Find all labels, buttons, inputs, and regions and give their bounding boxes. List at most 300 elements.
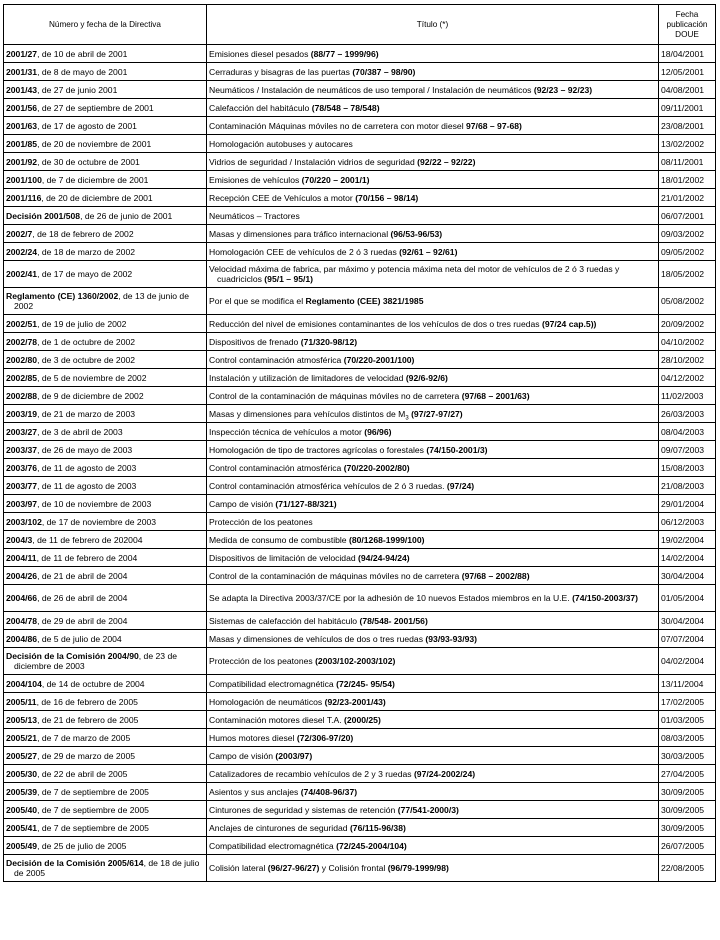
title-text: Velocidad máxima de fabrica, par máximo y potencia máxima neta del motor de vehículos de 2 ó 3 ruedas y cuadriciclos	[209, 264, 620, 284]
title-text: Masas y dimensiones para vehículos distintos de M	[209, 408, 406, 419]
table-row	[4, 765, 716, 783]
title-text: Humos motores diesel	[209, 732, 297, 743]
title-reference: (2003/102-2003/102)	[315, 656, 396, 666]
directive-cell	[4, 855, 207, 882]
table-row	[4, 648, 716, 675]
publication-date-cell: 18/05/2002	[659, 261, 716, 288]
title-cell	[207, 855, 659, 882]
directive-number: 2001/85	[6, 138, 38, 149]
publication-date-cell: 14/02/2004	[659, 549, 716, 567]
table-row	[4, 99, 716, 117]
directive-number: 2005/21	[6, 732, 38, 743]
title-reference: (97/24-2002/24)	[413, 768, 476, 779]
title-text: Homologación CEE de vehículos de 2 ó 3 ruedas	[209, 246, 400, 257]
directive-cell	[4, 423, 207, 441]
table-row	[4, 513, 716, 531]
publication-date-cell: 21/01/2002	[659, 189, 716, 207]
directive-date: , de 26 de junio de 2001	[80, 210, 173, 221]
title-text: Recepción CEE de Vehículos a motor	[209, 192, 356, 203]
title-reference: 97/68 – 97-68)	[466, 120, 522, 131]
title-reference: (70/387 – 98/90)	[352, 66, 416, 77]
directive-date: , de 23 de diciembre de 2003	[14, 651, 178, 671]
directive-date: , de 7 de septiembre de 2005	[37, 786, 149, 797]
directive-cell	[4, 837, 207, 855]
title-text: Colisión lateral	[209, 863, 268, 873]
table-row	[4, 441, 716, 459]
title-reference: (96/53-96/53)	[390, 228, 443, 239]
table-row	[4, 783, 716, 801]
title-reference: (97/24 cap.5))	[541, 318, 597, 329]
publication-date-cell: 11/02/2003	[659, 387, 716, 405]
directive-date: , de 5 de julio de 2004	[37, 633, 122, 644]
directive-date: , de 9 de diciembre de 2002	[37, 390, 144, 401]
publication-date-cell: 06/12/2003	[659, 513, 716, 531]
directive-date: , de 7 de diciembre de 2001	[41, 174, 149, 185]
table-row	[4, 117, 716, 135]
title-reference: (88/77 – 1999/96)	[310, 48, 379, 59]
table-row	[4, 531, 716, 549]
directive-number: 2005/13	[6, 714, 38, 725]
publication-date-cell: 30/09/2005	[659, 819, 716, 837]
title-cell	[207, 747, 659, 765]
title-cell	[207, 63, 659, 81]
directive-cell	[4, 81, 207, 99]
publication-date-cell: 30/03/2005	[659, 747, 716, 765]
directive-cell	[4, 45, 207, 63]
table-row	[4, 333, 716, 351]
title-cell	[207, 45, 659, 63]
title-text: Dispositivos de frenado	[209, 336, 301, 347]
title-reference: (70/156 – 98/14)	[355, 192, 419, 203]
publication-date-cell: 12/05/2001	[659, 63, 716, 81]
publication-date-cell: 01/05/2004	[659, 585, 716, 612]
title-cell	[207, 783, 659, 801]
directive-number: 2002/80	[6, 354, 38, 365]
title-reference: (72/245-2004/104)	[336, 840, 407, 851]
title-reference: (92/61 – 92/61)	[399, 246, 458, 257]
table-row	[4, 477, 716, 495]
directive-date: , de 17 de noviembre de 2003	[41, 516, 157, 527]
directive-number: 2003/27	[6, 426, 38, 437]
publication-date-cell: 01/03/2005	[659, 711, 716, 729]
title-text: Emisiones de vehículos	[209, 174, 302, 185]
table-row	[4, 675, 716, 693]
directive-cell	[4, 531, 207, 549]
publication-date-cell: 30/04/2004	[659, 567, 716, 585]
title-reference: (97/68 – 2001/63)	[461, 390, 530, 401]
table-row	[4, 855, 716, 882]
title-reference: (92/23-2001/43)	[324, 696, 386, 707]
directive-number: 2005/49	[6, 840, 38, 851]
table-row	[4, 423, 716, 441]
title-cell	[207, 261, 659, 288]
title-text: Por el que se modifica el	[209, 296, 306, 306]
title-cell	[207, 441, 659, 459]
title-cell	[207, 387, 659, 405]
directive-number: 2004/11	[6, 552, 37, 563]
publication-date-cell: 04/08/2001	[659, 81, 716, 99]
directive-cell	[4, 225, 207, 243]
directive-number: 2002/7	[6, 228, 33, 239]
directive-number: 2002/24	[6, 246, 38, 257]
directive-cell	[4, 171, 207, 189]
directive-cell	[4, 369, 207, 387]
publication-date-cell: 09/11/2001	[659, 99, 716, 117]
title-text: Control de la contaminación de máquinas móviles no de carretera	[209, 390, 462, 401]
title-reference: (78/548- 2001/56)	[359, 615, 428, 626]
directive-number: 2001/100	[6, 174, 42, 185]
directive-date: , de 3 de octubre de 2002	[37, 354, 136, 365]
directive-date: , de 21 de abril de 2004	[37, 570, 128, 581]
table-row	[4, 801, 716, 819]
table-row	[4, 459, 716, 477]
directive-cell	[4, 513, 207, 531]
directives-table	[3, 4, 716, 882]
directive-cell	[4, 153, 207, 171]
title-text: Campo de visión	[209, 498, 276, 509]
directive-date: , de 17 de mayo de 2002	[37, 269, 133, 279]
title-cell	[207, 477, 659, 495]
table-row	[4, 405, 716, 423]
directive-cell	[4, 207, 207, 225]
table-row	[4, 189, 716, 207]
directive-cell	[4, 117, 207, 135]
title-cell	[207, 585, 659, 612]
directive-cell	[4, 648, 207, 675]
directive-date: , de 8 de mayo de 2001	[37, 66, 128, 77]
directive-date: , de 29 de abril de 2004	[37, 615, 128, 626]
title-cell	[207, 630, 659, 648]
table-row	[4, 243, 716, 261]
title-reference: (72/306-97/20)	[296, 732, 354, 743]
table-row	[4, 225, 716, 243]
title-cell	[207, 369, 659, 387]
directive-cell	[4, 549, 207, 567]
directive-date: , de 14 de octubre de 2004	[41, 678, 145, 689]
table-row	[4, 747, 716, 765]
title-cell	[207, 153, 659, 171]
directive-cell	[4, 351, 207, 369]
title-text: Inspección técnica de vehículos a motor	[209, 426, 365, 437]
directive-number: 2005/27	[6, 750, 38, 761]
publication-date-cell: 08/03/2005	[659, 729, 716, 747]
directive-date: , de 21 de marzo de 2003	[37, 408, 136, 419]
title-reference: (93/93-93/93)	[425, 633, 478, 644]
directive-cell	[4, 819, 207, 837]
title-reference: Reglamento (CEE) 3821/1985	[305, 296, 424, 306]
title-cell	[207, 513, 659, 531]
title-reference: (97/68 – 2002/88)	[461, 570, 530, 581]
title-text: Protección de los peatones	[209, 656, 316, 666]
directive-date: , de 19 de julio de 2002	[37, 318, 127, 329]
publication-date-cell: 09/05/2002	[659, 243, 716, 261]
table-body	[4, 45, 716, 882]
publication-date-cell: 18/01/2002	[659, 171, 716, 189]
title-cell	[207, 801, 659, 819]
title-reference: (74/150-2003/37)	[572, 593, 638, 603]
title-text: Vidrios de seguridad / Instalación vidrios de seguridad	[209, 156, 418, 167]
directive-number: Decisión 2001/508	[6, 210, 81, 221]
title-reference: (92/6-92/6)	[405, 372, 448, 383]
directive-cell	[4, 135, 207, 153]
title-cell	[207, 567, 659, 585]
header-publication-date: Fecha publicación DOUE	[659, 5, 716, 45]
publication-date-cell: 04/02/2004	[659, 648, 716, 675]
directive-date: , de 29 de marzo de 2005	[37, 750, 136, 761]
title-reference: (70/220 – 2001/1)	[301, 174, 370, 185]
directive-cell	[4, 495, 207, 513]
title-cell	[207, 549, 659, 567]
directive-cell	[4, 441, 207, 459]
table-header-row	[4, 5, 716, 45]
title-cell	[207, 693, 659, 711]
title-cell	[207, 765, 659, 783]
table-row	[4, 729, 716, 747]
publication-date-cell: 09/03/2002	[659, 225, 716, 243]
directive-number: 2002/41	[6, 269, 38, 279]
title-text: Control contaminación atmosférica	[209, 354, 344, 365]
directive-number: 2001/27	[6, 48, 38, 59]
directive-number: 2001/56	[6, 102, 38, 113]
title-reference: (71/320-98/12)	[300, 336, 358, 347]
directive-date: , de 18 de julio de 2005	[14, 858, 200, 878]
title-cell	[207, 837, 659, 855]
title-text: Contaminación Máquinas móviles no de carretera con motor diesel	[209, 120, 466, 131]
publication-date-cell: 28/10/2002	[659, 351, 716, 369]
directive-cell	[4, 747, 207, 765]
title-reference: (70/220-2002/80)	[343, 462, 410, 473]
publication-date-cell: 04/12/2002	[659, 369, 716, 387]
table-row	[4, 81, 716, 99]
table-row	[4, 207, 716, 225]
directive-number: Reglamento (CE) 1360/2002	[6, 291, 119, 301]
directive-cell	[4, 765, 207, 783]
directive-date: , de 18 de marzo de 2002	[37, 246, 136, 257]
directive-date: , de 18 de febrero de 2002	[32, 228, 134, 239]
directive-cell	[4, 243, 207, 261]
directive-date: , de 26 de mayo de 2003	[37, 444, 133, 455]
title-text: Dispositivos de limitación de velocidad	[209, 552, 359, 563]
directive-number: 2004/66	[6, 593, 38, 603]
title-text-2: y Colisión frontal	[319, 863, 388, 873]
table-row	[4, 387, 716, 405]
directive-number: 2001/43	[6, 84, 38, 95]
title-cell	[207, 243, 659, 261]
title-text: Cinturones de seguridad y sistemas de retención	[209, 804, 398, 815]
title-reference: (70/220-2001/100)	[343, 354, 415, 365]
title-text: Neumáticos / Instalación de neumáticos de uso temporal / Instalación de neumáticos	[209, 84, 534, 95]
table-row	[4, 585, 716, 612]
directive-date: , de 27 de junio 2001	[37, 84, 118, 95]
table-row	[4, 495, 716, 513]
title-text: Cerraduras y bisagras de las puertas	[209, 66, 353, 77]
table-row	[4, 63, 716, 81]
title-text: Compatibilidad electromagnética	[209, 678, 337, 689]
directive-date: , de 7 de marzo de 2005	[37, 732, 131, 743]
table-row	[4, 153, 716, 171]
title-reference: (74/408-96/37)	[300, 786, 358, 797]
publication-date-cell: 23/08/2001	[659, 117, 716, 135]
publication-date-cell: 17/02/2005	[659, 693, 716, 711]
directive-cell	[4, 459, 207, 477]
title-text: Se adapta la Directiva 2003/37/CE por la adhesión de 10 nuevos Estados miembros en la U.E.	[209, 593, 573, 603]
title-text: Control contaminación atmosférica vehículos de 2 ó 3 ruedas.	[209, 480, 447, 491]
title-reference-2: (96/79-1999/98)	[387, 863, 449, 873]
title-reference: (94/24-94/24)	[358, 552, 410, 563]
title-cell	[207, 117, 659, 135]
directive-number: 2003/102	[6, 516, 42, 527]
title-reference: (97/24)	[446, 480, 475, 491]
directive-number: 2001/116	[6, 192, 42, 203]
title-cell	[207, 135, 659, 153]
publication-date-cell: 13/11/2004	[659, 675, 716, 693]
directive-date: , de 11 de febrero de 202004	[32, 534, 143, 545]
title-text: Neumáticos – Tractores	[209, 210, 300, 221]
title-cell	[207, 315, 659, 333]
title-text: Catalizadores de recambio vehículos de 2 y 3 ruedas	[209, 768, 414, 779]
title-cell	[207, 531, 659, 549]
directive-date: , de 17 de agosto de 2001	[37, 120, 137, 131]
title-text: Masas y dimensiones de vehículos de dos o tres ruedas	[209, 633, 426, 644]
header-title: Título (*)	[207, 5, 659, 45]
title-reference: (96/27-96/27)	[267, 863, 320, 873]
title-cell	[207, 207, 659, 225]
title-cell	[207, 459, 659, 477]
title-cell	[207, 405, 659, 423]
directive-number: 2005/11	[6, 696, 37, 707]
directive-number: 2005/40	[6, 804, 38, 815]
title-cell	[207, 288, 659, 315]
publication-date-cell: 29/01/2004	[659, 495, 716, 513]
title-reference: (71/127-88/321)	[275, 498, 337, 509]
directive-date: , de 30 de octubre de 2001	[37, 156, 140, 167]
directive-date: , de 26 de abril de 2004	[37, 593, 128, 603]
directive-number: 2002/78	[6, 336, 38, 347]
directive-number: 2002/88	[6, 390, 38, 401]
title-cell	[207, 612, 659, 630]
directive-cell	[4, 675, 207, 693]
table-row	[4, 45, 716, 63]
title-text: Control de la contaminación de máquinas móviles no de carretera	[209, 570, 462, 581]
directive-date: , de 10 de abril de 2001	[37, 48, 128, 59]
title-reference: (92/23 – 92/23)	[533, 84, 593, 95]
publication-date-cell: 30/04/2004	[659, 612, 716, 630]
directive-date: , de 27 de septiembre de 2001	[37, 102, 154, 113]
header-directive: Número y fecha de la Directiva	[4, 5, 207, 45]
table-row	[4, 261, 716, 288]
table-row	[4, 135, 716, 153]
table-row	[4, 711, 716, 729]
table-row	[4, 837, 716, 855]
publication-date-cell: 27/04/2005	[659, 765, 716, 783]
publication-date-cell: 05/08/2002	[659, 288, 716, 315]
title-reference: (96/96)	[364, 426, 392, 437]
title-reference: (92/22 – 92/22)	[417, 156, 476, 167]
title-text: Masas y dimensiones para tráfico internacional	[209, 228, 391, 239]
title-text: Homologación de neumáticos	[209, 696, 325, 707]
title-cell	[207, 675, 659, 693]
directive-cell	[4, 612, 207, 630]
title-text: Instalación y utilización de limitadores de velocidad	[209, 372, 406, 383]
directive-cell	[4, 585, 207, 612]
title-text: Anclajes de cinturones de seguridad	[209, 822, 350, 833]
title-text: Reducción del nivel de emisiones contaminantes de los vehículos de dos o tres ruedas	[209, 318, 542, 329]
directive-cell	[4, 801, 207, 819]
directive-number: 2003/97	[6, 498, 38, 509]
table-row	[4, 612, 716, 630]
publication-date-cell: 09/07/2003	[659, 441, 716, 459]
directive-cell	[4, 63, 207, 81]
directive-cell	[4, 288, 207, 315]
directive-date: , de 7 de septiembre de 2005	[37, 822, 149, 833]
title-cell	[207, 729, 659, 747]
directive-date: , de 20 de noviembre de 2001	[37, 138, 152, 149]
publication-date-cell: 18/04/2001	[659, 45, 716, 63]
directive-date: , de 13 de junio de 2002	[14, 291, 189, 311]
table-row	[4, 630, 716, 648]
title-cell	[207, 819, 659, 837]
title-cell	[207, 351, 659, 369]
title-cell	[207, 423, 659, 441]
directive-date: , de 16 de febrero de 2005	[36, 696, 138, 707]
publication-date-cell: 30/09/2005	[659, 801, 716, 819]
publication-date-cell: 22/08/2005	[659, 855, 716, 882]
directive-number: 2003/37	[6, 444, 38, 455]
directive-number: 2005/30	[6, 768, 38, 779]
title-cell	[207, 333, 659, 351]
directive-date: , de 21 de febrero de 2005	[37, 714, 139, 725]
title-reference: (2003/97)	[275, 750, 313, 761]
table-row	[4, 288, 716, 315]
title-cell	[207, 99, 659, 117]
title-cell	[207, 648, 659, 675]
directive-number: 2004/26	[6, 570, 38, 581]
title-reference: (78/548 – 78/548)	[311, 102, 380, 113]
publication-date-cell: 08/11/2001	[659, 153, 716, 171]
title-reference: (76/115-96/38)	[349, 822, 406, 833]
title-cell	[207, 711, 659, 729]
directive-number: 2004/104	[6, 678, 42, 689]
title-reference: (80/1268-1999/100)	[348, 534, 425, 545]
directive-cell	[4, 783, 207, 801]
directive-number: 2003/19	[6, 408, 38, 419]
title-text: Asientos y sus anclajes	[209, 786, 301, 797]
title-text: Protección de los peatones	[209, 516, 313, 527]
directive-number: 2002/85	[6, 372, 38, 383]
directive-number: 2001/63	[6, 120, 38, 131]
title-text: Emisiones diesel pesados	[209, 48, 311, 59]
directive-number: 2001/92	[6, 156, 38, 167]
title-cell	[207, 495, 659, 513]
title-cell	[207, 189, 659, 207]
directive-date: , de 11 de agosto de 2003	[37, 480, 137, 491]
publication-date-cell: 19/02/2004	[659, 531, 716, 549]
title-text: Sistemas de calefacción del habitáculo	[209, 615, 360, 626]
directive-date: , de 10 de noviembre de 2003	[37, 498, 152, 509]
directive-date: , de 22 de abril de 2005	[37, 768, 128, 779]
directive-cell	[4, 99, 207, 117]
table-row	[4, 351, 716, 369]
directive-number: 2003/77	[6, 480, 38, 491]
directive-cell	[4, 711, 207, 729]
title-reference: (2000/25)	[344, 714, 381, 725]
directive-date: , de 25 de julio de 2005	[37, 840, 127, 851]
publication-date-cell: 08/04/2003	[659, 423, 716, 441]
directive-number: 2004/78	[6, 615, 38, 626]
directive-number: 2005/41	[6, 822, 38, 833]
publication-date-cell: 20/09/2002	[659, 315, 716, 333]
directive-number: 2005/39	[6, 786, 38, 797]
